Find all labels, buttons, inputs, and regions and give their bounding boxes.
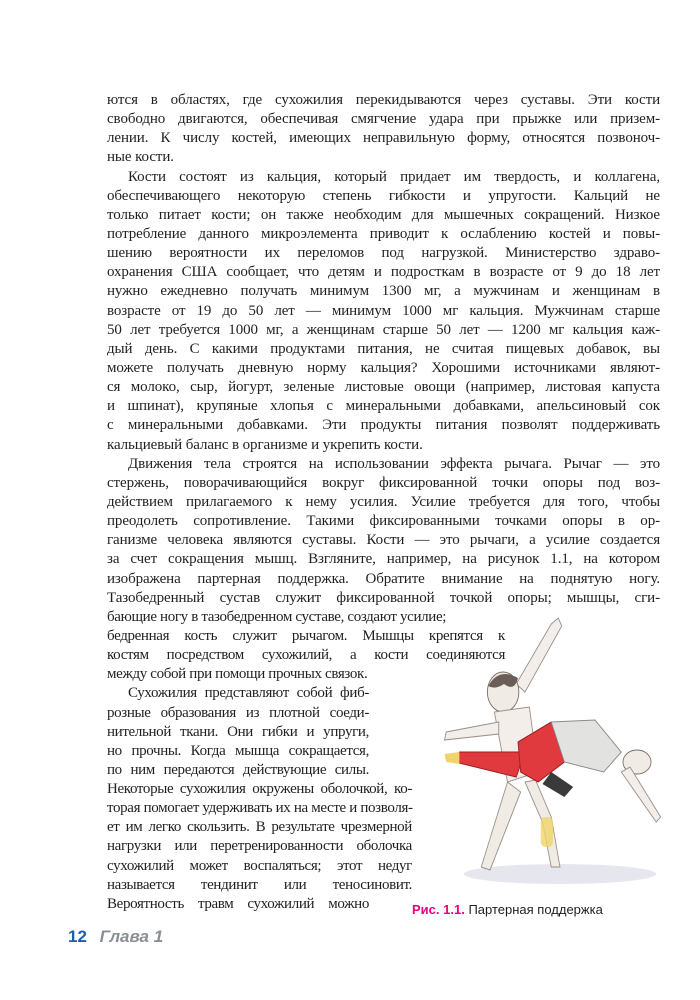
text-line: шению вероятности их переломов под нагрузкой. Министерство здраво- — [107, 245, 660, 262]
text-line: между собой при помощи прочных связок. — [107, 666, 368, 683]
text-line: только питает кости; он также необходим для мышечных сокращений. Низкое — [107, 206, 660, 223]
text-line: с минеральными добавками. Эти продукты питания позволят поддерживать — [107, 417, 660, 434]
text-line: Тазобедренный сустав служит фиксированной точкой опоры; мышцы, сги- — [107, 589, 660, 606]
chapter-label: Глава 1 — [99, 927, 164, 946]
text-line: Кости состоят из кальция, который придает им твердость, и коллагена, — [128, 168, 660, 185]
text-line: Некоторые сухожилия окружены оболочкой, ко- — [107, 781, 412, 798]
text-line: ет им легко скользить. В результате чрезмерной — [107, 819, 412, 836]
text-line: торая помогает удерживать их на месте и позволя- — [107, 800, 413, 817]
text-line: и шпинат), крупяные хлопья с минеральными добавками, апельсиновый сок — [107, 398, 660, 415]
text-line: нительной ткани. Они гибки и упруги, — [107, 723, 369, 740]
text-line: бедренная кость служит рычагом. Мышцы крепятся к — [107, 627, 505, 644]
text-line: 50 лет требуется 1000 мг, а женщинам старше 50 лет — 1200 мг кальция каж- — [107, 321, 660, 338]
text-line: дый день. С какими продуктами питания, не считая пищевых добавок, вы — [107, 340, 660, 357]
text-line: обеспечивающего некоторую степень гибкости и упругости. Кальций не — [107, 187, 660, 204]
page-footer — [68, 927, 163, 947]
text-line: по ним передаются действующие силы. — [107, 761, 369, 778]
text-line: потребление данного микроэлемента приводит к ослаблению костей и повы- — [107, 225, 660, 242]
text-line: кальциевый баланс в организме и укрепить кости. — [107, 436, 423, 453]
text-line: бающие ногу в тазобедренном суставе, создают усилие; — [107, 608, 447, 625]
text-line: розные образования из плотной соеди- — [107, 704, 369, 721]
text-line: ганизме человека являются суставы. Кости — это рычаги, а усилие создается — [107, 532, 660, 549]
text-line: охранения США сообщает, что детям и подросткам в возрасте от 9 до 18 лет — [107, 264, 660, 281]
text-line: костям посредством сухожилий, а кости соединяются — [107, 647, 505, 664]
text-line: Движения тела строятся на использовании эффекта рычага. Рычаг — это — [128, 455, 660, 472]
text-line: свободно двигаются, обеспечивая смягчение удара при прыжке или призем- — [107, 111, 660, 128]
text-line: нужно ежедневно получать минимум 1300 мг, а мужчинам и женщинам в — [107, 283, 660, 300]
text-line: сухожилий может воспаляться; этот недуг — [107, 857, 412, 874]
text-line: Вероятность травм сухожилий можно — [107, 895, 369, 912]
text-line: ные кости. — [107, 149, 174, 166]
text-line: но прочны. Когда мышца сокращается, — [107, 742, 369, 759]
text-line: называется тендинит или теносиновит. — [107, 876, 412, 893]
text-line: ются в областях, где сухожилия перекидываются через суставы. Эти кости — [107, 92, 660, 108]
text-line: Сухожилия представляют собой фиб- — [128, 685, 369, 702]
figure-label: Рис. 1.1. — [412, 902, 465, 917]
figure-caption-text: Партерная поддержка — [468, 902, 603, 917]
text-line: возрасте от 19 до 50 лет — минимум 1000 мг кальция. Мужчинам старше — [107, 302, 660, 319]
text-line: преодолеть сопротивление. Такими фиксированными точками опоры в ор- — [107, 513, 660, 530]
page-number: 12 — [68, 927, 87, 946]
text-line: действием прилагаемого к нему усилия. Усилие требуется для того, чтобы — [107, 493, 660, 510]
text-line: нагрузки или перетренированности оболочка — [107, 838, 412, 855]
text-line: изображена партерная поддержка. Обратите внимание на поднятую ногу. — [107, 570, 660, 587]
figure-caption — [412, 902, 603, 917]
figure-ballet-lift-illustration — [420, 612, 665, 897]
text-line: ся молоко, сыр, йогурт, зеленые листовые овощи (например, листовая капуста — [107, 379, 660, 396]
text-line: лении. К числу костей, имеющих неправильную форму, относятся позвоноч- — [107, 130, 660, 147]
text-line: можете получать дневную норму кальция? Хорошими источниками являют- — [107, 359, 660, 376]
text-line: за счет сокращения мышц. Взгляните, например, на рисунок 1.1, на котором — [107, 551, 660, 568]
text-line: стержень, поворачивающийся вокруг фиксированной точки опоры под воз- — [107, 474, 660, 491]
